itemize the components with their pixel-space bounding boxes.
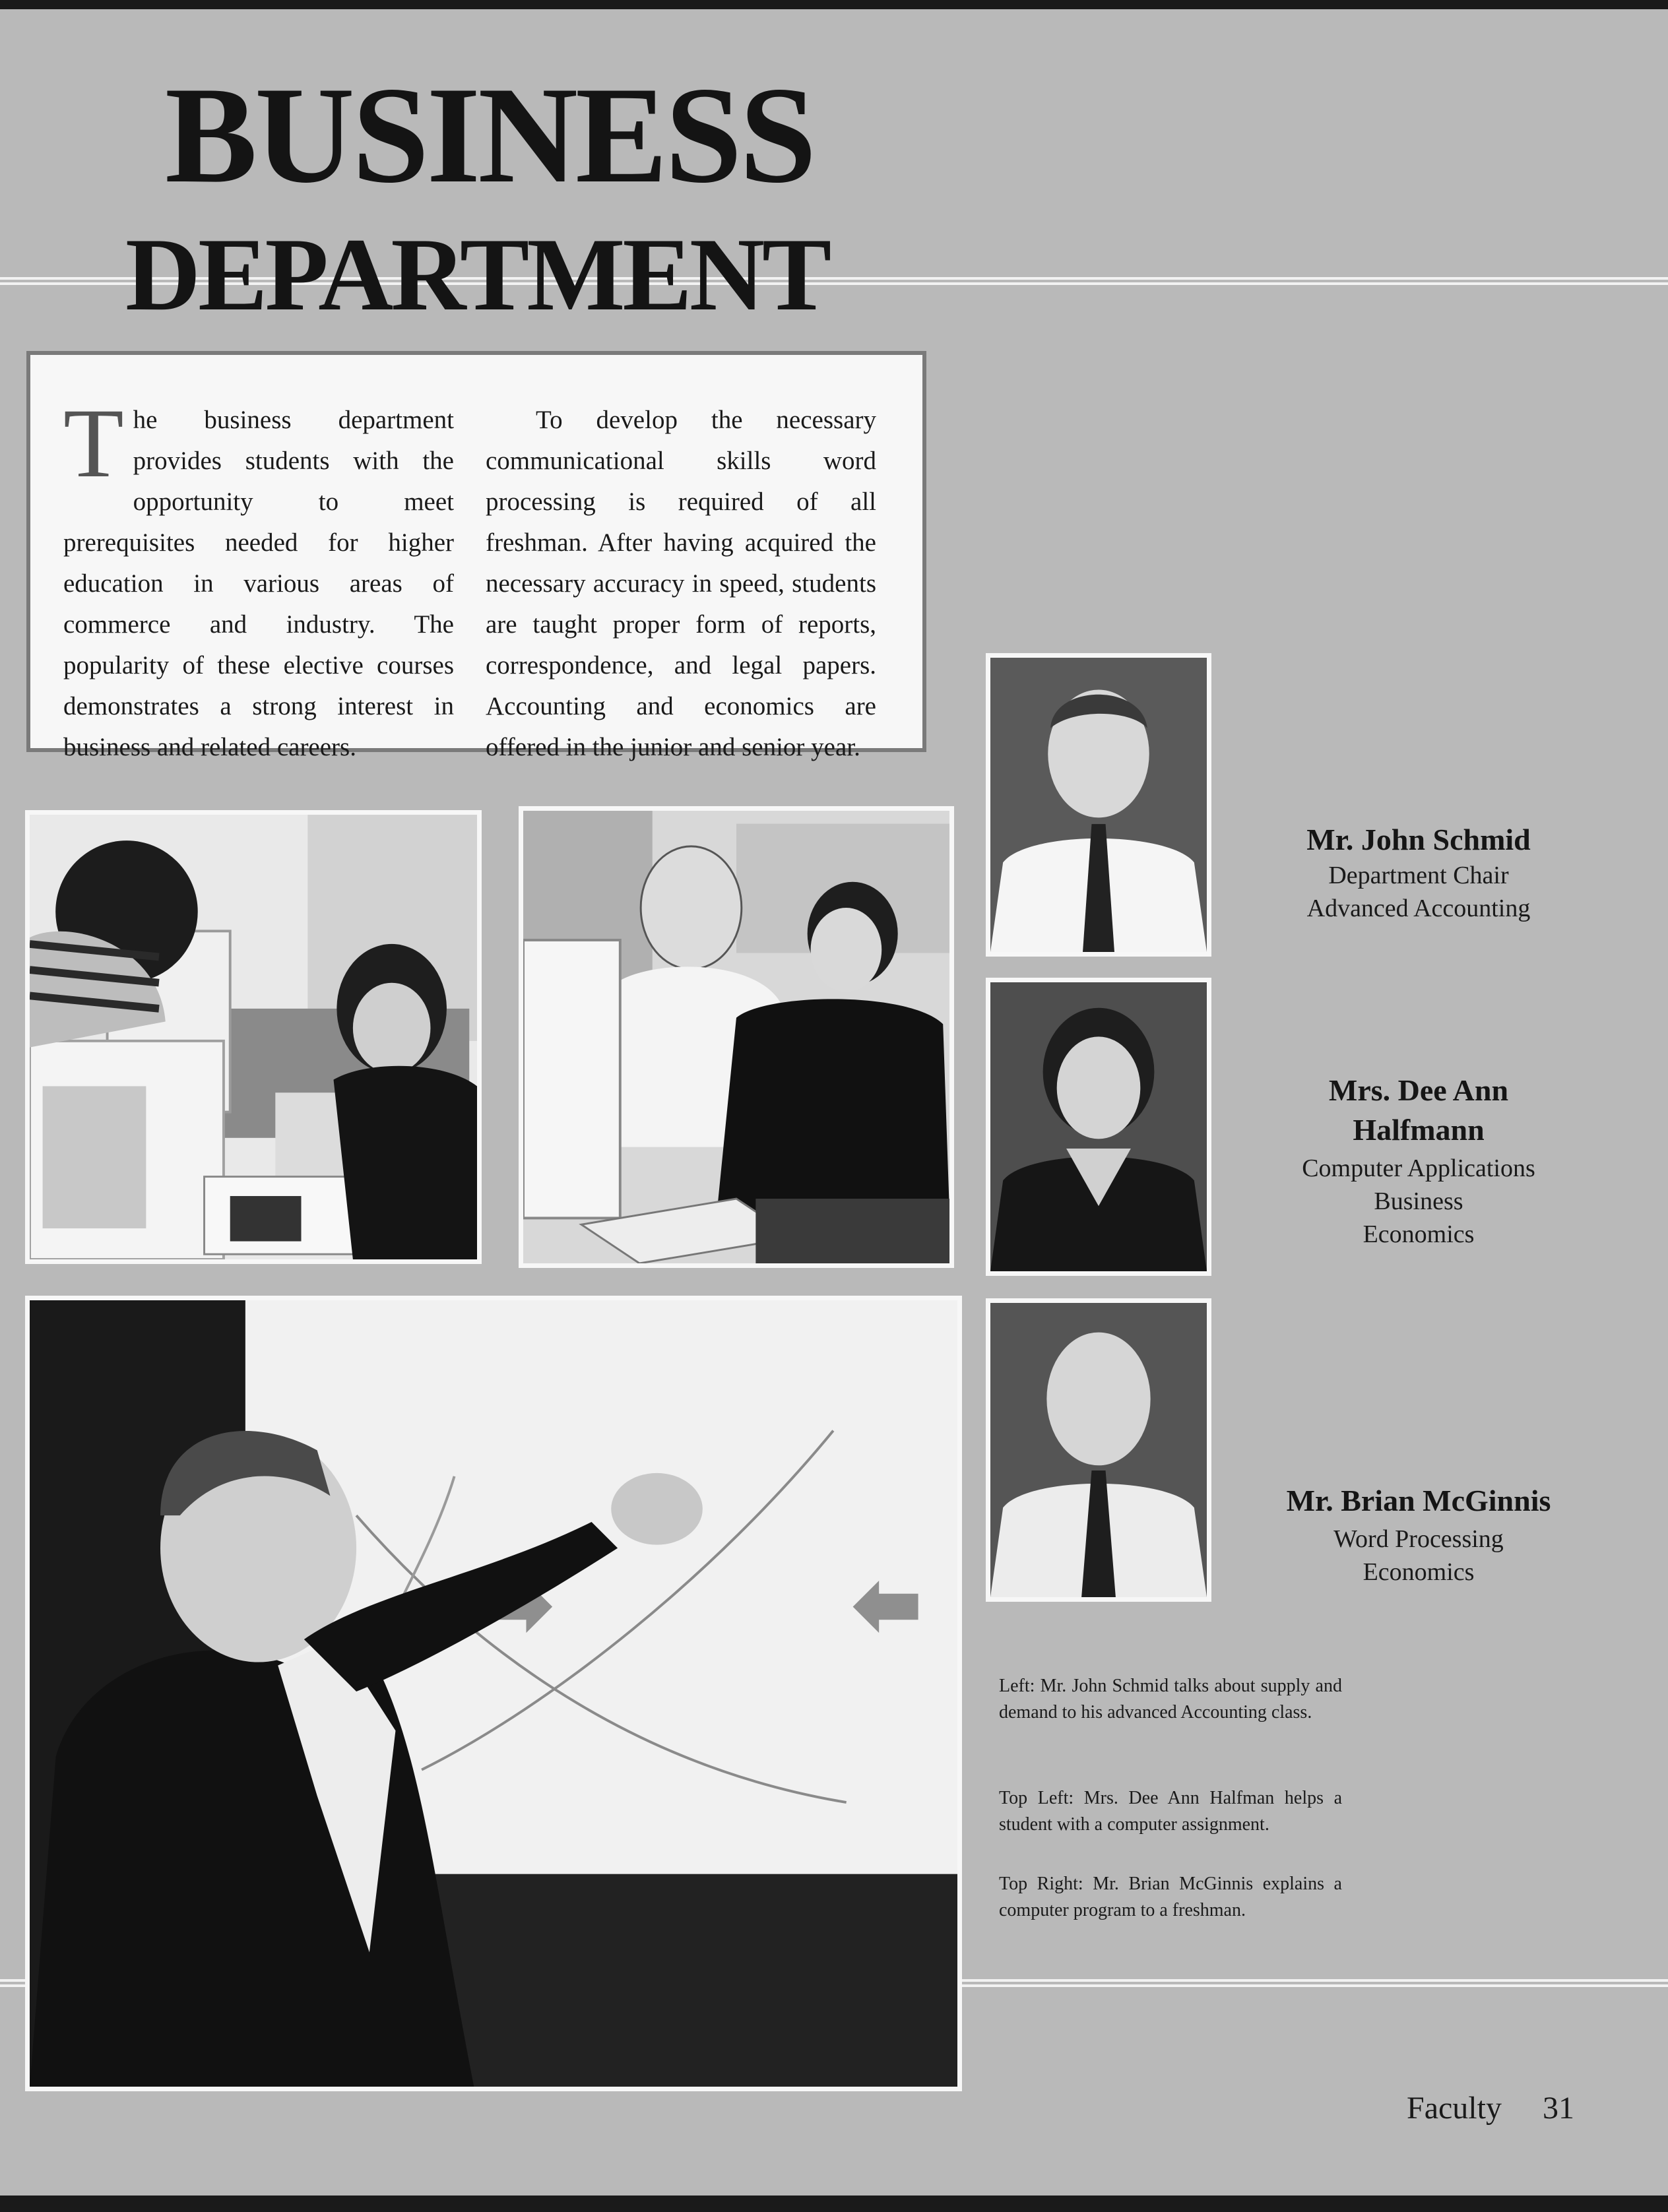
bottom-edge-bar: [0, 2196, 1668, 2212]
portrait-brian-mcginnis: [986, 1298, 1211, 1602]
faculty-name-brian-mcginnis: Mr. Brian McGinnis: [1286, 1484, 1551, 1517]
page-title-line2: DEPARTMENT: [125, 217, 829, 332]
intro-text-box: [26, 351, 926, 761]
faculty-name-dee-ann-halfmann-line1: Mrs. Dee Ann: [1328, 1073, 1509, 1107]
intro-column-2: To develop the necessary communicational skills word processing is required of all freshman. After having acquired the necessary accuracy in speed, students are taught proper form of reports, correspondence, and legal papers. Accounting and economics are offered in the junior and senior year.: [486, 406, 876, 761]
footer-rule-right: [962, 1979, 1668, 1987]
portrait-john-schmid: [986, 653, 1211, 957]
faculty-role: Department Chair: [1328, 862, 1509, 889]
intro-column-1: [63, 389, 454, 768]
photo-caption: Top Right: Mr. Brian McGinnis explains a computer program to a freshman.: [999, 1874, 1342, 1920]
top-edge-bar: [0, 0, 1668, 9]
faculty-role: Economics: [1363, 1558, 1475, 1586]
footer-section-label: Faculty: [1407, 2091, 1502, 2126]
page-number: 31: [1543, 2091, 1574, 2126]
faculty-role: Computer Applications: [1302, 1154, 1535, 1182]
faculty-role: Word Processing: [1333, 1525, 1504, 1553]
intro-column-1-text: he business department provides students with the opportunity to meet prerequisites needed for higher education in various areas of commerce and industry. The popularity of these elective courses demonstrates a strong interest in business and related careers.: [63, 406, 454, 761]
portrait-dee-ann-halfmann: [986, 978, 1211, 1276]
faculty-role: Economics: [1363, 1220, 1475, 1248]
page-title-line1: BUSINESS: [165, 59, 814, 212]
photo-caption: Top Left: Mrs. Dee Ann Halfman helps a student with a computer assignment.: [999, 1788, 1342, 1835]
faculty-name-dee-ann-halfmann-line2: Halfmann: [1353, 1113, 1485, 1147]
faculty-role: Business: [1374, 1187, 1463, 1215]
footer-rule-left: [0, 1979, 25, 1987]
photo-computer-lab-left: [25, 810, 482, 1264]
photo-computer-lab-center: [519, 806, 954, 1268]
drop-cap: T: [63, 389, 124, 498]
faculty-role: Advanced Accounting: [1306, 895, 1531, 922]
photo-caption: Left: Mr. John Schmid talks about supply and demand to his advanced Accounting class.: [999, 1676, 1342, 1722]
photo-teacher-at-whiteboard: [25, 1296, 962, 2091]
faculty-name-john-schmid: Mr. John Schmid: [1306, 823, 1531, 856]
